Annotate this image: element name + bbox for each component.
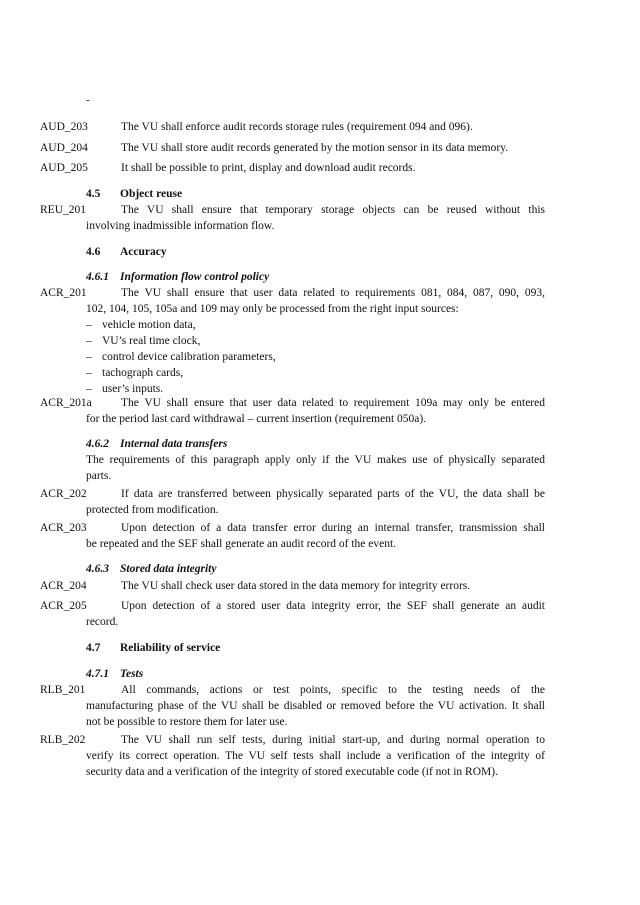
section-heading-4-6-1 (86, 269, 269, 285)
section-title: Accuracy (120, 246, 167, 258)
requirement-rlb-202 (40, 732, 545, 780)
requirement-text: The VU shall check user data stored in the data memory for integrity errors. (121, 580, 471, 592)
requirement-id: RLB_201 (40, 684, 86, 696)
requirement-acr-202 (40, 486, 545, 518)
list-item: – tachograph cards, (86, 365, 545, 381)
list-item: – vehicle motion data, (86, 317, 545, 333)
section-heading-4-5 (86, 186, 182, 202)
requirement-id: ACR_202 (40, 488, 87, 500)
requirement-id: RLB_202 (40, 734, 86, 746)
requirement-acr-205 (40, 598, 545, 630)
requirement-text-line: protected from modification. (86, 504, 219, 516)
requirement-text-line: involving inadmissible information flow. (86, 220, 275, 232)
top-dash: - (86, 94, 90, 106)
requirement-acr-201 (40, 285, 545, 397)
requirement-text: The VU shall store audit records generated by the motion sensor in its data memory. (121, 142, 509, 154)
requirement-aud-205 (40, 160, 545, 176)
requirement-id: ACR_201 (40, 287, 87, 299)
section-title: Stored data integrity (120, 563, 217, 575)
requirement-text-line: Upon detection of a data transfer error during an internal transfer, transmission shall (121, 522, 545, 534)
input-sources-list (86, 317, 545, 397)
section-number: 4.5 (86, 188, 101, 200)
section-number: 4.6.3 (86, 563, 109, 575)
requirement-aud-204 (40, 140, 545, 156)
requirement-id: ACR_201a (40, 397, 92, 409)
section-number: 4.6.1 (86, 271, 109, 283)
requirement-text-line: All commands, actions or test points, specific to the testing needs of the (121, 684, 545, 696)
requirement-text-line: Upon detection of a stored user data integrity error, the SEF shall generate an audit (121, 600, 545, 612)
section-number: 4.6.2 (86, 438, 109, 450)
section-title: Reliability of service (120, 642, 221, 654)
section-heading-4-6-2 (86, 436, 227, 452)
section-title: Internal data transfers (120, 438, 228, 450)
requirement-acr-201a (40, 395, 545, 427)
requirement-acr-204 (40, 578, 545, 594)
requirement-reu-201 (40, 202, 545, 234)
requirement-rlb-201 (40, 682, 545, 730)
requirement-id: AUD_203 (40, 121, 88, 133)
requirement-text: It shall be possible to print, display and download audit records. (121, 162, 416, 174)
requirement-text-line: The VU shall ensure that temporary storage objects can be reused without this (121, 204, 545, 216)
requirement-text-line: If data are transferred between physically separated parts of the VU, the data shall be (121, 488, 545, 500)
requirement-text-line: verify its correct operation. The VU self tests shall include a verification of the integrity of (86, 750, 545, 762)
requirement-id: ACR_203 (40, 522, 87, 534)
section-number: 4.7.1 (86, 668, 109, 680)
section-title: Object reuse (120, 188, 183, 200)
requirement-text-line: The VU shall run self tests, during initial start-up, and during normal operation to (121, 734, 545, 746)
requirement-id: REU_201 (40, 204, 86, 216)
section-title: Information flow control policy (120, 271, 270, 283)
requirement-acr-203 (40, 520, 545, 552)
requirement-text-line: The VU shall ensure that user data related to requirement 109a may only be entered (121, 397, 545, 409)
requirement-id: AUD_204 (40, 142, 88, 154)
requirement-text: The VU shall enforce audit records storage rules (requirement 094 and 096). (121, 121, 473, 133)
requirement-id: AUD_205 (40, 162, 88, 174)
section-heading-4-7-1 (86, 666, 143, 682)
requirement-text-line: The VU shall ensure that user data related to requirements 081, 084, 087, 090, 093, (121, 287, 545, 299)
list-item: – VU’s real time clock, (86, 333, 545, 349)
requirement-text-line: for the period last card withdrawal – current insertion (requirement 050a). (86, 413, 427, 425)
list-item: – user’s inputs. (86, 381, 545, 397)
section-heading-4-6 (86, 244, 167, 260)
requirement-id: ACR_205 (40, 600, 87, 612)
requirement-text-line: not be possible to restore them for later use. (86, 716, 288, 728)
section-paragraph (86, 452, 545, 484)
requirement-text-line: record. (86, 616, 119, 628)
paragraph-line: The requirements of this paragraph apply only if the VU makes use of physically separated (86, 454, 545, 466)
section-heading-4-6-3 (86, 561, 216, 577)
requirement-aud-203 (40, 119, 545, 135)
list-item: – control device calibration parameters, (86, 349, 545, 365)
section-heading-4-7 (86, 640, 220, 656)
section-number: 4.7 (86, 642, 101, 654)
section-title: Tests (120, 668, 144, 680)
requirement-text-line: security data and a verification of the integrity of stored executable code (if not in ROM). (86, 766, 498, 778)
requirement-id: ACR_204 (40, 580, 87, 592)
section-number: 4.6 (86, 246, 101, 258)
requirement-text-line: manufacturing phase of the VU shall be disabled or removed before the VU activation. It shall (86, 700, 545, 712)
paragraph-line: parts. (86, 470, 112, 482)
requirement-text-line: be repeated and the SEF shall generate an audit record of the event. (86, 538, 397, 550)
requirement-text-line: 102, 104, 105, 105a and 109 may only be processed from the right input sources: (86, 303, 459, 315)
